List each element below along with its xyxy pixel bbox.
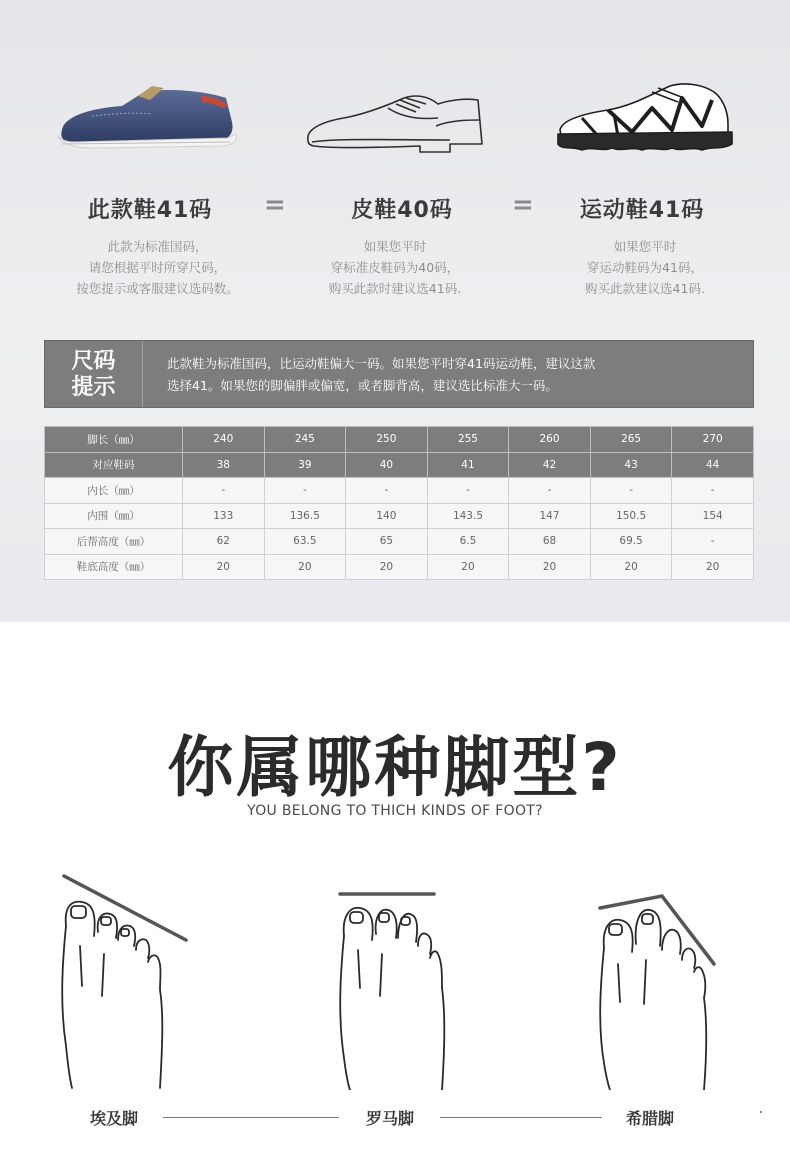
table-row [45,478,754,504]
shoe-size-note [40,236,275,299]
equals-sign: = [512,190,534,220]
table-cell: 20 [264,554,346,580]
table-cell: 260 [509,427,591,453]
note-line: 穿运动鞋码为41码， [587,260,703,275]
table-cell: 42 [509,452,591,478]
table-cell: 44 [672,452,754,478]
table-cell: 136.5 [264,503,346,529]
row-header: 鞋底高度（㎜） [45,554,183,580]
table-cell: 39 [264,452,346,478]
table-cell: 154 [672,503,754,529]
roman-foot-icon [330,888,462,1090]
row-header: 后帮高度（㎜） [45,529,183,555]
table-cell: 20 [346,554,428,580]
table-cell: 6.5 [427,529,509,555]
decorative-dot [760,1111,762,1113]
size-chart-table [44,426,754,580]
greek-foot-icon [592,888,722,1090]
table-cell: 133 [183,503,265,529]
table-cell: 65 [346,529,428,555]
table-cell: 20 [509,554,591,580]
equals-sign: = [264,190,286,220]
table-cell: 255 [427,427,509,453]
note-line: 购买此款时建议选41码. [328,281,462,296]
leather-shoe-size-title: 皮鞋40码 [351,198,453,223]
table-cell: 270 [672,427,754,453]
row-header: 内围（㎜） [45,503,183,529]
tip-text-line: 选择41。如果您的脚偏胖或偏宽，或者脚背高，建议选比标准大一码。 [167,378,558,393]
table-cell: - [183,478,265,504]
table-cell: 240 [183,427,265,453]
size-tip-label [45,341,143,407]
row-header: 脚长（㎜） [45,427,183,453]
table-cell: 38 [183,452,265,478]
note-line: 如果您平时 [363,239,427,254]
table-cell: 20 [183,554,265,580]
sneaker-note [545,236,745,299]
table-row [45,554,754,580]
table-cell: 63.5 [264,529,346,555]
row-header: 对应鞋码 [45,452,183,478]
table-cell: 43 [590,452,672,478]
table-cell: 140 [346,503,428,529]
note-line: 如果您平时 [613,239,677,254]
table-cell: 68 [509,529,591,555]
shoe-size-title: 此款鞋41码 [87,198,213,223]
divider-line [163,1117,339,1118]
table-cell: 69.5 [590,529,672,555]
foot-type-subtitle: YOU BELONG TO THICH KINDS OF FOOT? [247,803,543,819]
note-line: 购买此款建议选41码. [585,281,705,296]
note-line: 按您提示或客服建议选码数。 [76,281,239,296]
table-cell: 20 [672,554,754,580]
row-header: 内长（㎜） [45,478,183,504]
tip-label-line: 提示 [71,375,116,400]
table-cell: - [590,478,672,504]
sneaker-size-title: 运动鞋41码 [579,198,705,223]
table-cell: 245 [264,427,346,453]
table-cell: - [427,478,509,504]
sneaker-icon [552,80,737,160]
tip-text-line: 此款鞋为标准国码，比运动鞋偏大一码。如果您平时穿41码运动鞋，建议这款 [167,356,596,371]
table-cell: 62 [183,529,265,555]
tip-label-line: 尺码 [71,349,116,374]
table-cell: 147 [509,503,591,529]
divider-line [440,1117,602,1118]
leather-dress-shoe-icon [300,90,490,160]
table-cell: - [672,478,754,504]
table-row [45,427,754,453]
table-cell: 265 [590,427,672,453]
table-row [45,503,754,529]
canvas-slip-on-shoe-icon [52,82,242,158]
note-line: 此款为标准国码， [107,239,208,254]
note-line: 穿标准皮鞋码为40码， [330,260,460,275]
note-line: 请您根据平时所穿尺码， [88,260,227,275]
table-cell: 143.5 [427,503,509,529]
table-cell: - [672,529,754,555]
table-cell: 250 [346,427,428,453]
table-cell: 20 [427,554,509,580]
table-cell: 41 [427,452,509,478]
leather-shoe-note [295,236,495,299]
greek-foot-label: 希腊脚 [626,1109,675,1128]
egyptian-foot-icon [48,866,198,1090]
table-cell: - [264,478,346,504]
table-cell: 20 [590,554,672,580]
table-cell: - [509,478,591,504]
table-row [45,529,754,555]
table-row [45,452,754,478]
table-cell: - [346,478,428,504]
foot-type-title: 你属哪种脚型? [167,729,623,806]
egyptian-foot-label: 埃及脚 [90,1109,139,1128]
table-cell: 40 [346,452,428,478]
size-tip-text [167,353,737,397]
size-tip-box [44,340,754,408]
roman-foot-label: 罗马脚 [366,1109,415,1128]
table-cell: 150.5 [590,503,672,529]
